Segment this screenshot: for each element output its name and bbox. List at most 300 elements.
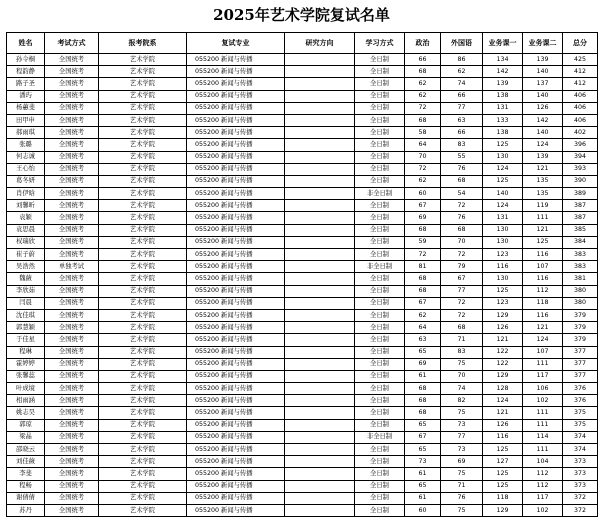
total-cell: 377 (563, 346, 598, 358)
research-direction-cell (285, 236, 355, 248)
course-one-cell: 121 (483, 407, 523, 419)
exam-type-cell: 全国统考 (45, 127, 99, 139)
study-mode-cell: 全日制 (355, 78, 405, 90)
course-one-cell: 116 (483, 261, 523, 273)
politics-cell: 63 (405, 334, 441, 346)
table-row (7, 127, 598, 139)
major-cell: 055200 新闻与传播 (187, 334, 285, 346)
course-two-cell: 112 (523, 468, 563, 480)
major-cell: 055200 新闻与传播 (187, 504, 285, 516)
foreign-language-cell: 73 (441, 444, 483, 456)
department-cell: 艺术学院 (99, 504, 187, 516)
foreign-language-cell: 74 (441, 78, 483, 90)
major-cell: 055200 新闻与传播 (187, 309, 285, 321)
total-cell: 376 (563, 395, 598, 407)
name-cell: 权瑞欣 (7, 236, 45, 248)
major-cell: 055200 新闻与传播 (187, 395, 285, 407)
research-direction-cell (285, 188, 355, 200)
major-cell: 055200 新闻与传播 (187, 358, 285, 370)
exam-type-cell: 全国统考 (45, 504, 99, 516)
research-direction-cell (285, 249, 355, 261)
total-cell: 380 (563, 285, 598, 297)
major-cell: 055200 新闻与传播 (187, 163, 285, 175)
politics-cell: 67 (405, 200, 441, 212)
header-foreign-language: 外国语 (441, 33, 483, 54)
course-one-cell: 124 (483, 163, 523, 175)
exam-type-cell: 全国统考 (45, 468, 99, 480)
header-politics: 政治 (405, 33, 441, 54)
total-cell: 385 (563, 224, 598, 236)
name-cell: 潘玙 (7, 90, 45, 102)
course-one-cell: 126 (483, 322, 523, 334)
study-mode-cell: 全日制 (355, 346, 405, 358)
course-two-cell: 139 (523, 151, 563, 163)
total-cell: 375 (563, 407, 598, 419)
total-cell: 375 (563, 419, 598, 431)
exam-type-cell: 全国统考 (45, 492, 99, 504)
major-cell: 055200 新闻与传播 (187, 431, 285, 443)
department-cell: 艺术学院 (99, 370, 187, 382)
total-cell: 412 (563, 66, 598, 78)
politics-cell: 72 (405, 163, 441, 175)
study-mode-cell: 全日制 (355, 127, 405, 139)
foreign-language-cell: 66 (441, 127, 483, 139)
total-cell: 412 (563, 78, 598, 90)
exam-type-cell: 全国统考 (45, 90, 99, 102)
study-mode-cell: 非全日制 (355, 431, 405, 443)
foreign-language-cell: 66 (441, 90, 483, 102)
exam-type-cell: 全国统考 (45, 139, 99, 151)
course-two-cell: 135 (523, 175, 563, 187)
total-cell: 389 (563, 188, 598, 200)
major-cell: 055200 新闻与传播 (187, 273, 285, 285)
politics-cell: 60 (405, 504, 441, 516)
politics-cell: 66 (405, 54, 441, 66)
foreign-language-cell: 69 (441, 456, 483, 468)
foreign-language-cell: 68 (441, 322, 483, 334)
course-one-cell: 116 (483, 431, 523, 443)
course-one-cell: 124 (483, 200, 523, 212)
exam-type-cell: 全国统考 (45, 224, 99, 236)
total-cell: 387 (563, 212, 598, 224)
exam-type-cell: 全国统考 (45, 358, 99, 370)
course-two-cell: 118 (523, 297, 563, 309)
table-row (7, 419, 598, 431)
header-name: 姓名 (7, 33, 45, 54)
table-row (7, 504, 598, 516)
name-cell: 王心怡 (7, 163, 45, 175)
department-cell: 艺术学院 (99, 346, 187, 358)
politics-cell: 59 (405, 236, 441, 248)
total-cell: 376 (563, 383, 598, 395)
name-cell: 吴浩然 (7, 261, 45, 273)
research-direction-cell (285, 504, 355, 516)
foreign-language-cell: 75 (441, 407, 483, 419)
page-title: 2025年艺术学院复试名单 (213, 6, 390, 24)
research-direction-cell (285, 419, 355, 431)
department-cell: 艺术学院 (99, 188, 187, 200)
total-cell: 390 (563, 175, 598, 187)
politics-cell: 72 (405, 249, 441, 261)
department-cell: 艺术学院 (99, 468, 187, 480)
course-one-cell: 118 (483, 492, 523, 504)
foreign-language-cell: 82 (441, 395, 483, 407)
table-row (7, 407, 598, 419)
research-direction-cell (285, 468, 355, 480)
study-mode-cell: 全日制 (355, 273, 405, 285)
table-row (7, 114, 598, 126)
research-direction-cell (285, 212, 355, 224)
course-two-cell: 102 (523, 504, 563, 516)
study-mode-cell: 全日制 (355, 444, 405, 456)
course-one-cell: 125 (483, 480, 523, 492)
table-row (7, 285, 598, 297)
name-cell: 张馨蕊 (7, 370, 45, 382)
exam-type-cell: 全国统考 (45, 309, 99, 321)
name-cell: 孙令桐 (7, 54, 45, 66)
research-direction-cell (285, 78, 355, 90)
research-direction-cell (285, 407, 355, 419)
total-cell: 379 (563, 334, 598, 346)
research-direction-cell (285, 163, 355, 175)
name-cell: 袁颖 (7, 212, 45, 224)
research-direction-cell (285, 273, 355, 285)
course-one-cell: 123 (483, 297, 523, 309)
major-cell: 055200 新闻与传播 (187, 78, 285, 90)
foreign-language-cell: 63 (441, 114, 483, 126)
foreign-language-cell: 83 (441, 139, 483, 151)
study-mode-cell: 全日制 (355, 370, 405, 382)
politics-cell: 69 (405, 358, 441, 370)
politics-cell: 58 (405, 127, 441, 139)
major-cell: 055200 新闻与传播 (187, 175, 285, 187)
table-row (7, 346, 598, 358)
table-row (7, 431, 598, 443)
major-cell: 055200 新闻与传播 (187, 261, 285, 273)
research-direction-cell (285, 102, 355, 114)
exam-type-cell: 全国统考 (45, 175, 99, 187)
study-mode-cell: 全日制 (355, 407, 405, 419)
foreign-language-cell: 54 (441, 188, 483, 200)
exam-type-cell: 全国统考 (45, 370, 99, 382)
total-cell: 374 (563, 444, 598, 456)
study-mode-cell: 全日制 (355, 102, 405, 114)
exam-type-cell: 全国统考 (45, 273, 99, 285)
table-row (7, 102, 598, 114)
exam-type-cell: 全国统考 (45, 334, 99, 346)
politics-cell: 69 (405, 212, 441, 224)
research-direction-cell (285, 322, 355, 334)
table-row (7, 78, 598, 90)
politics-cell: 61 (405, 492, 441, 504)
total-cell: 374 (563, 431, 598, 443)
research-direction-cell (285, 492, 355, 504)
research-direction-cell (285, 480, 355, 492)
table-row (7, 163, 598, 175)
foreign-language-cell: 73 (441, 419, 483, 431)
exam-type-cell: 全国统考 (45, 188, 99, 200)
course-one-cell: 138 (483, 90, 523, 102)
study-mode-cell: 全日制 (355, 297, 405, 309)
foreign-language-cell: 74 (441, 383, 483, 395)
name-cell: 路子圣 (7, 78, 45, 90)
total-cell: 406 (563, 102, 598, 114)
research-direction-cell (285, 370, 355, 382)
major-cell: 055200 新闻与传播 (187, 90, 285, 102)
exam-type-cell: 全国统考 (45, 114, 99, 126)
table-row (7, 309, 598, 321)
politics-cell: 68 (405, 273, 441, 285)
politics-cell: 65 (405, 444, 441, 456)
course-two-cell: 112 (523, 480, 563, 492)
exam-type-cell: 全国统考 (45, 395, 99, 407)
study-mode-cell: 全日制 (355, 309, 405, 321)
department-cell: 艺术学院 (99, 273, 187, 285)
table-row (7, 249, 598, 261)
table-body (7, 54, 598, 517)
table-row (7, 492, 598, 504)
course-one-cell: 130 (483, 236, 523, 248)
name-cell: 杨蕙斐 (7, 102, 45, 114)
table-row (7, 358, 598, 370)
study-mode-cell: 全日制 (355, 285, 405, 297)
research-direction-cell (285, 175, 355, 187)
department-cell: 艺术学院 (99, 200, 187, 212)
major-cell: 055200 新闻与传播 (187, 285, 285, 297)
major-cell: 055200 新闻与传播 (187, 383, 285, 395)
foreign-language-cell: 76 (441, 492, 483, 504)
header-course-two: 业务课二 (523, 33, 563, 54)
course-two-cell: 142 (523, 114, 563, 126)
header-course-one: 业务课一 (483, 33, 523, 54)
study-mode-cell: 全日制 (355, 480, 405, 492)
research-direction-cell (285, 114, 355, 126)
table-row (7, 334, 598, 346)
table-row (7, 224, 598, 236)
study-mode-cell: 全日制 (355, 175, 405, 187)
table-header-row (7, 33, 598, 54)
department-cell: 艺术学院 (99, 127, 187, 139)
name-cell: 谢倩倩 (7, 492, 45, 504)
table-row (7, 200, 598, 212)
course-two-cell: 139 (523, 54, 563, 66)
course-two-cell: 112 (523, 285, 563, 297)
name-cell: 闫晨 (7, 297, 45, 309)
course-two-cell: 107 (523, 346, 563, 358)
total-cell: 373 (563, 480, 598, 492)
study-mode-cell: 全日制 (355, 322, 405, 334)
research-direction-cell (285, 127, 355, 139)
exam-type-cell: 全国统考 (45, 346, 99, 358)
name-cell: 姚志昊 (7, 407, 45, 419)
foreign-language-cell: 72 (441, 200, 483, 212)
study-mode-cell: 全日制 (355, 358, 405, 370)
exam-type-cell: 全国统考 (45, 431, 99, 443)
department-cell: 艺术学院 (99, 444, 187, 456)
name-cell: 李欣茹 (7, 285, 45, 297)
exam-type-cell: 全国统考 (45, 151, 99, 163)
study-mode-cell: 全日制 (355, 224, 405, 236)
course-two-cell: 111 (523, 444, 563, 456)
department-cell: 艺术学院 (99, 431, 187, 443)
study-mode-cell: 非全日制 (355, 188, 405, 200)
course-one-cell: 138 (483, 127, 523, 139)
name-cell: 相雨涵 (7, 395, 45, 407)
foreign-language-cell: 72 (441, 297, 483, 309)
name-cell: 程畅 (7, 480, 45, 492)
study-mode-cell: 全日制 (355, 236, 405, 248)
research-direction-cell (285, 383, 355, 395)
research-direction-cell (285, 456, 355, 468)
course-one-cell: 125 (483, 139, 523, 151)
course-two-cell: 125 (523, 236, 563, 248)
course-one-cell: 124 (483, 395, 523, 407)
major-cell: 055200 新闻与传播 (187, 127, 285, 139)
foreign-language-cell: 68 (441, 175, 483, 187)
total-cell: 387 (563, 200, 598, 212)
exam-type-cell: 全国统考 (45, 444, 99, 456)
foreign-language-cell: 71 (441, 334, 483, 346)
research-direction-cell (285, 54, 355, 66)
exam-type-cell: 全国统考 (45, 285, 99, 297)
name-cell: 魏薇 (7, 273, 45, 285)
foreign-language-cell: 55 (441, 151, 483, 163)
course-two-cell: 106 (523, 383, 563, 395)
course-two-cell: 111 (523, 358, 563, 370)
course-one-cell: 129 (483, 504, 523, 516)
foreign-language-cell: 75 (441, 468, 483, 480)
major-cell: 055200 新闻与传播 (187, 456, 285, 468)
department-cell: 艺术学院 (99, 78, 187, 90)
study-mode-cell: 全日制 (355, 419, 405, 431)
exam-type-cell: 全国统考 (45, 419, 99, 431)
study-mode-cell: 全日制 (355, 151, 405, 163)
department-cell: 艺术学院 (99, 480, 187, 492)
major-cell: 055200 新闻与传播 (187, 212, 285, 224)
foreign-language-cell: 71 (441, 480, 483, 492)
total-cell: 394 (563, 151, 598, 163)
research-direction-cell (285, 431, 355, 443)
politics-cell: 73 (405, 456, 441, 468)
total-cell: 377 (563, 358, 598, 370)
department-cell: 艺术学院 (99, 102, 187, 114)
name-cell: 沈佳琪 (7, 309, 45, 321)
course-one-cell: 140 (483, 188, 523, 200)
major-cell: 055200 新闻与传播 (187, 346, 285, 358)
course-one-cell: 134 (483, 54, 523, 66)
study-mode-cell: 全日制 (355, 468, 405, 480)
research-direction-cell (285, 297, 355, 309)
politics-cell: 70 (405, 151, 441, 163)
table-row (7, 90, 598, 102)
header-research-direction: 研究方向 (285, 33, 355, 54)
major-cell: 055200 新闻与传播 (187, 322, 285, 334)
table-row (7, 395, 598, 407)
table-row (7, 468, 598, 480)
politics-cell: 68 (405, 383, 441, 395)
major-cell: 055200 新闻与传播 (187, 66, 285, 78)
foreign-language-cell: 86 (441, 54, 483, 66)
table-row (7, 383, 598, 395)
major-cell: 055200 新闻与传播 (187, 114, 285, 126)
department-cell: 艺术学院 (99, 285, 187, 297)
department-cell: 艺术学院 (99, 236, 187, 248)
department-cell: 艺术学院 (99, 395, 187, 407)
study-mode-cell: 全日制 (355, 249, 405, 261)
course-two-cell: 111 (523, 419, 563, 431)
exam-type-cell: 全国统考 (45, 54, 99, 66)
total-cell: 377 (563, 370, 598, 382)
applicant-table (6, 32, 598, 517)
department-cell: 艺术学院 (99, 90, 187, 102)
politics-cell: 62 (405, 78, 441, 90)
politics-cell: 61 (405, 468, 441, 480)
politics-cell: 68 (405, 407, 441, 419)
course-two-cell: 119 (523, 200, 563, 212)
course-one-cell: 130 (483, 273, 523, 285)
research-direction-cell (285, 444, 355, 456)
major-cell: 055200 新闻与传播 (187, 407, 285, 419)
course-one-cell: 125 (483, 468, 523, 480)
department-cell: 艺术学院 (99, 224, 187, 236)
table-row (7, 188, 598, 200)
major-cell: 055200 新闻与传播 (187, 370, 285, 382)
department-cell: 艺术学院 (99, 322, 187, 334)
course-two-cell: 117 (523, 492, 563, 504)
politics-cell: 62 (405, 309, 441, 321)
foreign-language-cell: 70 (441, 236, 483, 248)
table-row (7, 139, 598, 151)
name-cell: 崔子蔚 (7, 249, 45, 261)
politics-cell: 68 (405, 114, 441, 126)
foreign-language-cell: 75 (441, 504, 483, 516)
name-cell: 葛冬妍 (7, 175, 45, 187)
study-mode-cell: 全日制 (355, 383, 405, 395)
course-one-cell: 128 (483, 383, 523, 395)
study-mode-cell: 全日制 (355, 54, 405, 66)
table-row (7, 66, 598, 78)
course-two-cell: 124 (523, 334, 563, 346)
major-cell: 055200 新闻与传播 (187, 224, 285, 236)
total-cell: 381 (563, 273, 598, 285)
major-cell: 055200 新闻与传播 (187, 480, 285, 492)
exam-type-cell: 全国统考 (45, 163, 99, 175)
study-mode-cell: 全日制 (355, 139, 405, 151)
exam-type-cell: 单独考试 (45, 261, 99, 273)
header-major: 复试专业 (187, 33, 285, 54)
foreign-language-cell: 62 (441, 66, 483, 78)
course-two-cell: 107 (523, 261, 563, 273)
table-row (7, 370, 598, 382)
course-two-cell: 111 (523, 212, 563, 224)
research-direction-cell (285, 285, 355, 297)
course-two-cell: 140 (523, 90, 563, 102)
table-row (7, 175, 598, 187)
course-two-cell: 126 (523, 102, 563, 114)
table-row (7, 236, 598, 248)
name-cell: 刘佳薇 (7, 456, 45, 468)
course-one-cell: 121 (483, 334, 523, 346)
major-cell: 055200 新闻与传播 (187, 444, 285, 456)
course-two-cell: 121 (523, 224, 563, 236)
table-row (7, 212, 598, 224)
course-two-cell: 104 (523, 456, 563, 468)
foreign-language-cell: 76 (441, 212, 483, 224)
course-one-cell: 131 (483, 102, 523, 114)
department-cell: 艺术学院 (99, 249, 187, 261)
header-total: 总分 (563, 33, 598, 54)
course-one-cell: 122 (483, 346, 523, 358)
